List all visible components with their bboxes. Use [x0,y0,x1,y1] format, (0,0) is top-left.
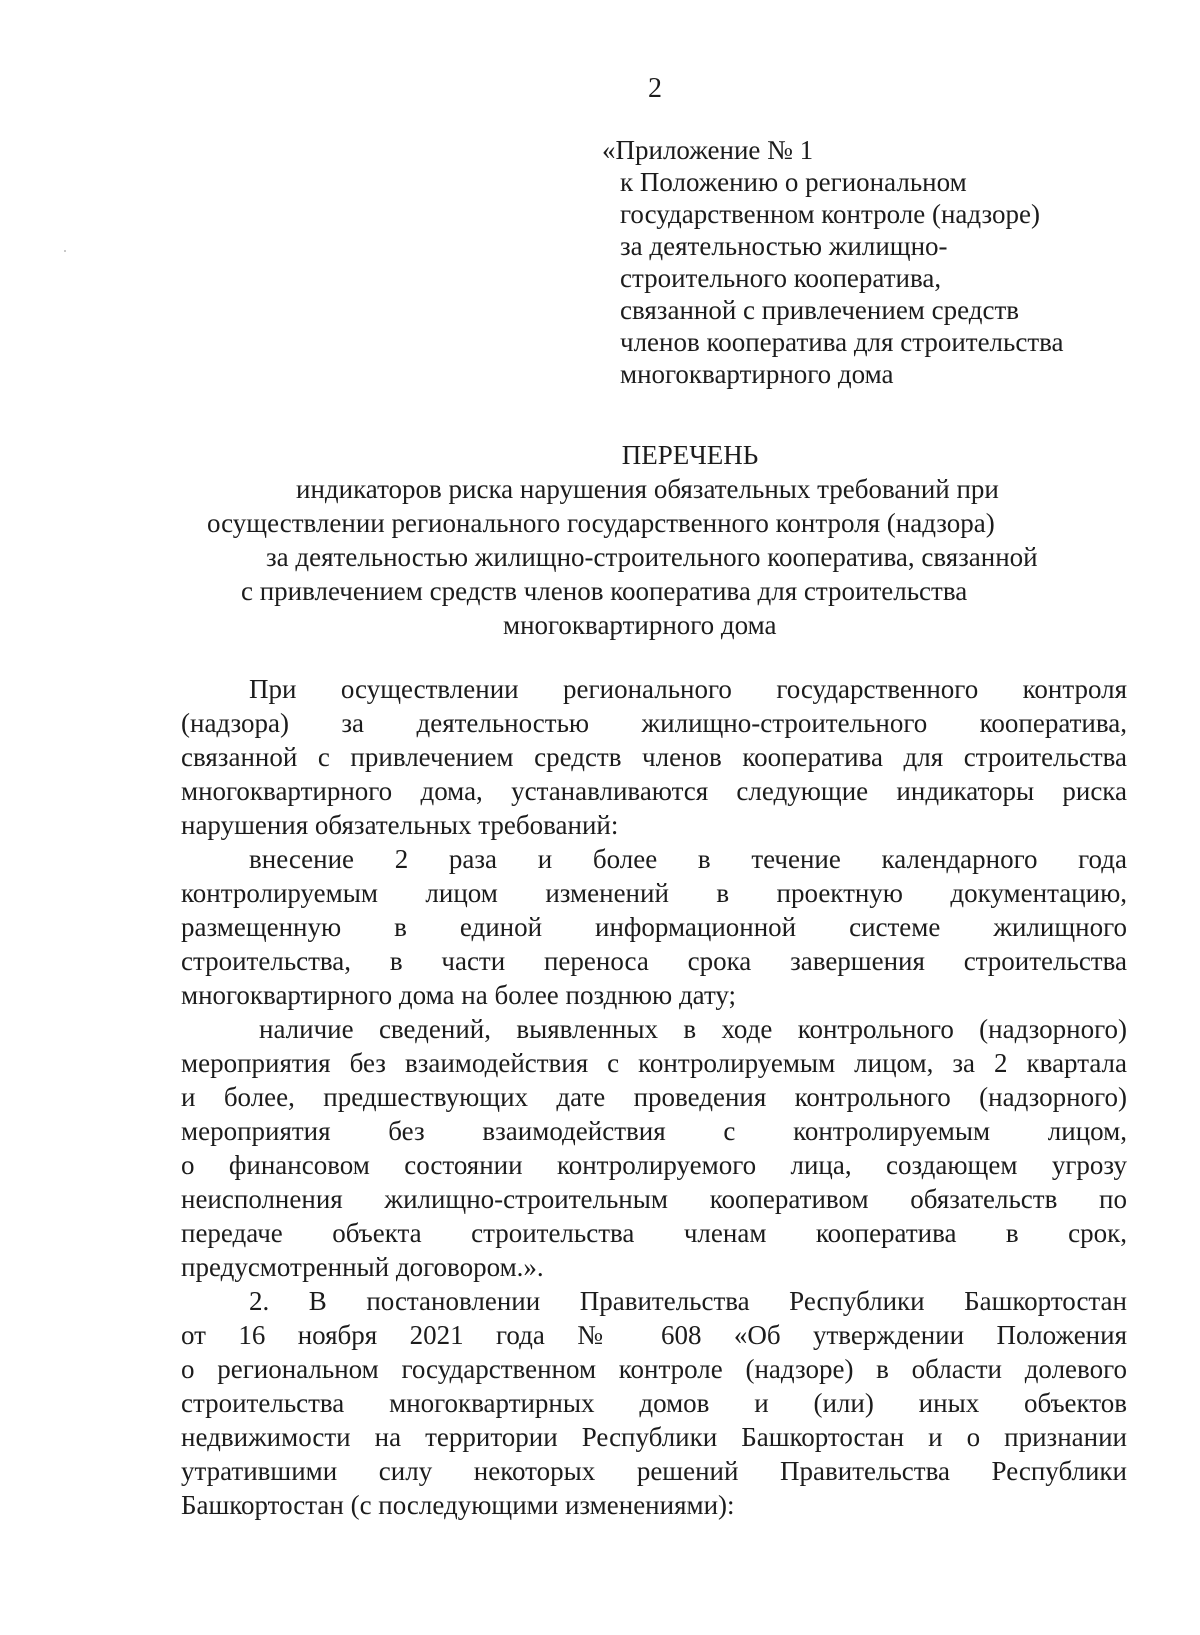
appendix-line: строительного кооператива, [620,263,942,293]
paragraph-indicator-2 [181,1012,1127,1284]
paragraph-intro [181,672,1127,842]
text-line: о финансовом состоянии контролируемого лица, создающем угрозу [181,1150,1127,1180]
subtitle-line: с привлечением средств членов кооператива для строительства [241,576,968,606]
document-title [0,438,1200,472]
subtitle-line: многоквартирного дома [503,610,777,640]
subtitle-line: индикаторов риска нарушения обязательных требований при [296,474,999,504]
text-line: контролируемым лицом изменений в проектную документацию, [181,878,1127,908]
subtitle-line: осуществлении регионального государственного контроля (надзора) [207,508,995,538]
text-line: связанной с привлечением средств членов кооператива для строительства [181,742,1127,772]
appendix-line: за деятельностью жилищно- [620,231,948,261]
text-line: наличие сведений, выявленных в ходе контрольного (надзорного) [259,1014,1127,1044]
title-perechen: ПЕРЕЧЕНЬ [621,440,759,470]
paragraph-point-2 [181,1284,1127,1522]
text-line: внесение 2 раза и более в течение календарного года [249,844,1127,874]
text-line: неисполнения жилищно-строительным кооперативом обязательств по [181,1184,1127,1214]
text-line: от 16 ноября 2021 года № 608 «Об утверждении Положения [181,1320,1127,1350]
text-line: При осуществлении регионального государственного контроля [249,674,1127,704]
text-line: Башкортостан (с последующими изменениями): [181,1490,735,1520]
text-line: строительства, в части переноса срока завершения строительства [181,946,1127,976]
appendix-line: многоквартирного дома [620,359,894,389]
text-line: нарушения обязательных требований: [181,810,619,840]
text-line: недвижимости на территории Республики Башкортостан и о признании [181,1422,1127,1452]
text-line: многоквартирного дома на более позднюю дату; [181,980,737,1010]
text-line: передаче объекта строительства членам кооператива в срок, [181,1218,1127,1248]
paragraph-indicator-1 [181,842,1127,1012]
subtitle-line: за деятельностью жилищно-строительного кооператива, связанной [266,542,1038,572]
text-line: 2. В постановлении Правительства Республики Башкортостан [249,1286,1127,1316]
text-line: предусмотренный договором.». [181,1252,544,1282]
text-line: строительства многоквартирных домов и (или) иных объектов [181,1388,1127,1418]
text-line: и более, предшествующих дате проведения контрольного (надзорного) [181,1082,1127,1112]
text-line: многоквартирного дома, устанавливаются следующие индикаторы риска [181,776,1127,806]
page-number: 2 [648,73,662,104]
appendix-line: членов кооператива для строительства [620,327,1064,357]
text-line: мероприятия без взаимодействия с контролируемым лицом, за 2 квартала [181,1048,1127,1078]
text-line: о региональном государственном контроле (надзоре) в области долевого [181,1354,1127,1384]
text-line: утратившими силу некоторых решений Правительства Республики [181,1456,1127,1486]
text-line: мероприятия без взаимодействия с контролируемым лицом, [181,1116,1127,1146]
document-body [181,672,1127,1522]
appendix-line: «Приложение № 1 [602,135,814,165]
appendix-line: связанной с привлечением средств [620,295,1020,325]
appendix-header [602,134,1064,390]
text-line: (надзора) за деятельностью жилищно-строительного кооператива, [181,708,1127,738]
text-line: размещенную в единой информационной системе жилищного [181,912,1127,942]
scan-speck [64,250,66,252]
appendix-line: государственном контроле (надзоре) [620,199,1040,229]
appendix-line: к Положению о региональном [620,167,967,197]
